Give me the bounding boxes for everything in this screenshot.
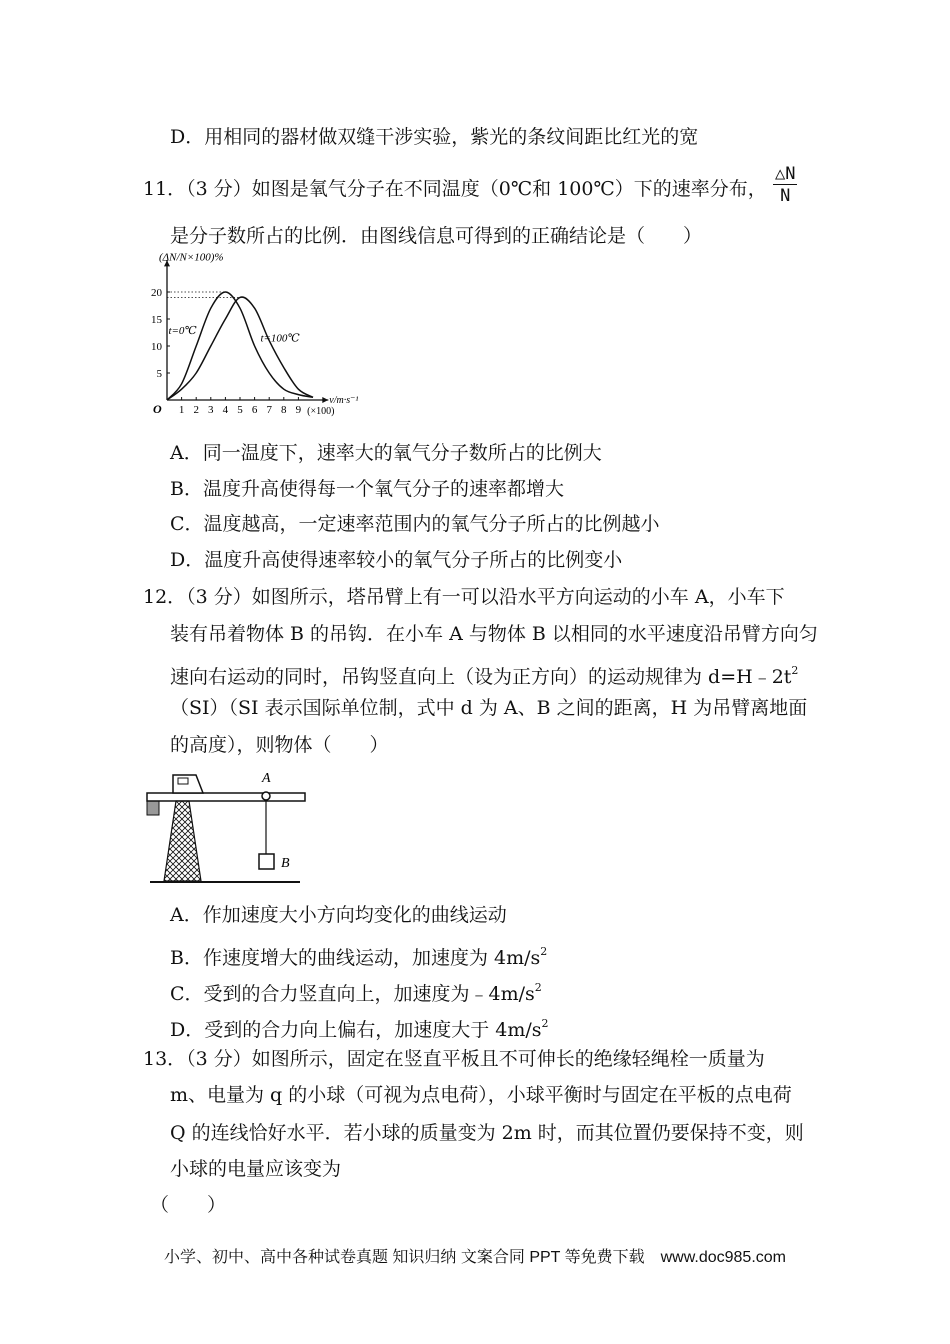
q11-stem-line1: 11．（3 分）如图是氧气分子在不同温度（0℃和 100℃）下的速率分布， bbox=[143, 178, 767, 200]
q12-stem-line3-text: 速向右运动的同时，吊钩竖直向上（设为正方向）的运动规律为 d=H﹣2t bbox=[170, 666, 792, 688]
q11-fraction bbox=[773, 164, 797, 207]
series-line-t100 bbox=[167, 297, 313, 400]
y-tick-label: 15 bbox=[151, 314, 162, 326]
crane-tower bbox=[164, 801, 201, 881]
y-tick-label: 5 bbox=[156, 368, 162, 380]
q12-stem-line4: （SI）（SI 表示国际单位制，式中 d 为 A、B 之间的距离，H 为吊臂离地面 bbox=[170, 697, 808, 719]
q12-option-c-text: C．受到的合力竖直向上，加速度为﹣4m/s bbox=[170, 983, 535, 1005]
q12-stem-line3 bbox=[170, 659, 798, 689]
q11-fraction-denominator: N bbox=[780, 186, 791, 206]
q11-option-d: D．温度升高使得速率较小的氧气分子所占的比例变小 bbox=[170, 549, 623, 571]
x-tick-label: 7 bbox=[266, 404, 272, 416]
q13-stem-line4: 小球的电量应该变为 bbox=[170, 1158, 342, 1180]
x-tick-label: 9 bbox=[295, 404, 302, 416]
x-tick-label: 6 bbox=[251, 404, 258, 416]
q11-option-b: B．温度升高使得每一个氧气分子的速率都增大 bbox=[170, 478, 564, 500]
q12-option-b-text: B．作速度增大的曲线运动，加速度为 4m/s bbox=[170, 947, 541, 969]
x-unit-note: (×100) bbox=[307, 406, 335, 417]
q12-option-b bbox=[170, 940, 547, 970]
q12-option-d-text: D．受到的合力向上偏右，加速度大于 4m/s bbox=[170, 1019, 542, 1041]
y-tick-label: 20 bbox=[151, 287, 162, 299]
q12-option-a: A．作加速度大小方向均变化的曲线运动 bbox=[170, 904, 507, 926]
label-b: B bbox=[281, 856, 290, 871]
series-label-t100: t=100℃ bbox=[260, 332, 300, 345]
q13-answer-bracket: （ ） bbox=[150, 1194, 227, 1216]
x-tick-label: 4 bbox=[222, 404, 229, 416]
object-b bbox=[259, 854, 274, 869]
q12-stem-line2: 装有吊着物体 B 的吊钩．在小车 A 与物体 B 以相同的水平速度沿吊臂方向匀 bbox=[170, 623, 818, 645]
y-tick-label: 10 bbox=[151, 341, 162, 353]
q11-fraction-numerator: △N bbox=[775, 164, 796, 184]
q10-option-d: D．用相同的器材做双缝干涉实验，紫光的条纹间距比红光的宽 bbox=[170, 126, 699, 148]
x-tick-label: 5 bbox=[237, 404, 243, 416]
q13-stem-line1: 13．（3 分）如图所示，固定在竖直平板且不可伸长的绝缘轻绳栓一质量为 bbox=[143, 1048, 765, 1070]
q12-option-b-sup: 2 bbox=[540, 945, 548, 958]
x-tick-label: 2 bbox=[193, 404, 199, 416]
page-footer: 小学、初中、高中各种试卷真题 知识归纳 文案合同 PPT 等免费下载 www.doc985.com bbox=[163, 1249, 786, 1266]
x-tick-label: 1 bbox=[178, 404, 185, 416]
q11-option-a: A．同一温度下，速率大的氧气分子数所占的比例大 bbox=[170, 442, 602, 464]
label-a: A bbox=[262, 771, 271, 786]
tower-crane-diagram bbox=[140, 765, 315, 887]
series-line-t0 bbox=[167, 292, 313, 400]
q12-option-c-sup: 2 bbox=[534, 981, 542, 994]
q12-option-c bbox=[170, 976, 542, 1006]
q12-option-d-sup: 2 bbox=[541, 1017, 549, 1030]
origin-label: O bbox=[153, 402, 162, 416]
x-axis-arrow bbox=[322, 397, 328, 403]
q13-stem-line3: Q 的连线恰好水平．若小球的质量变为 2m 时，而其位置仍要保持不变，则 bbox=[170, 1122, 804, 1144]
x-axis-label: v/m·s⁻¹ bbox=[329, 395, 359, 406]
q12-stem-superscript: 2 bbox=[791, 664, 799, 677]
q11-option-c: C．温度越高，一定速率范围内的氧气分子所占的比例越小 bbox=[170, 513, 660, 535]
q12-stem-line1: 12．（3 分）如图所示，塔吊臂上有一可以沿水平方向运动的小车 A，小车下 bbox=[143, 586, 785, 608]
x-tick-label: 8 bbox=[281, 404, 287, 416]
series-label-t0: t=0℃ bbox=[168, 325, 197, 338]
crane-jib bbox=[147, 793, 305, 801]
q11-stem-line2: 是分子数所占的比例．由图线信息可得到的正确结论是（ ） bbox=[170, 225, 703, 247]
speed-distribution-chart bbox=[145, 251, 390, 418]
trolley-a bbox=[262, 792, 270, 800]
q12-stem-line5: 的高度），则物体（ ） bbox=[170, 734, 389, 756]
q12-option-d bbox=[170, 1012, 549, 1042]
x-tick-label: 3 bbox=[208, 404, 214, 416]
q13-stem-line2: m、电量为 q 的小球（可视为点电荷），小球平衡时与固定在平板的点电荷 bbox=[170, 1084, 792, 1106]
y-axis-label: (ΔN/N×100)% bbox=[159, 251, 224, 264]
